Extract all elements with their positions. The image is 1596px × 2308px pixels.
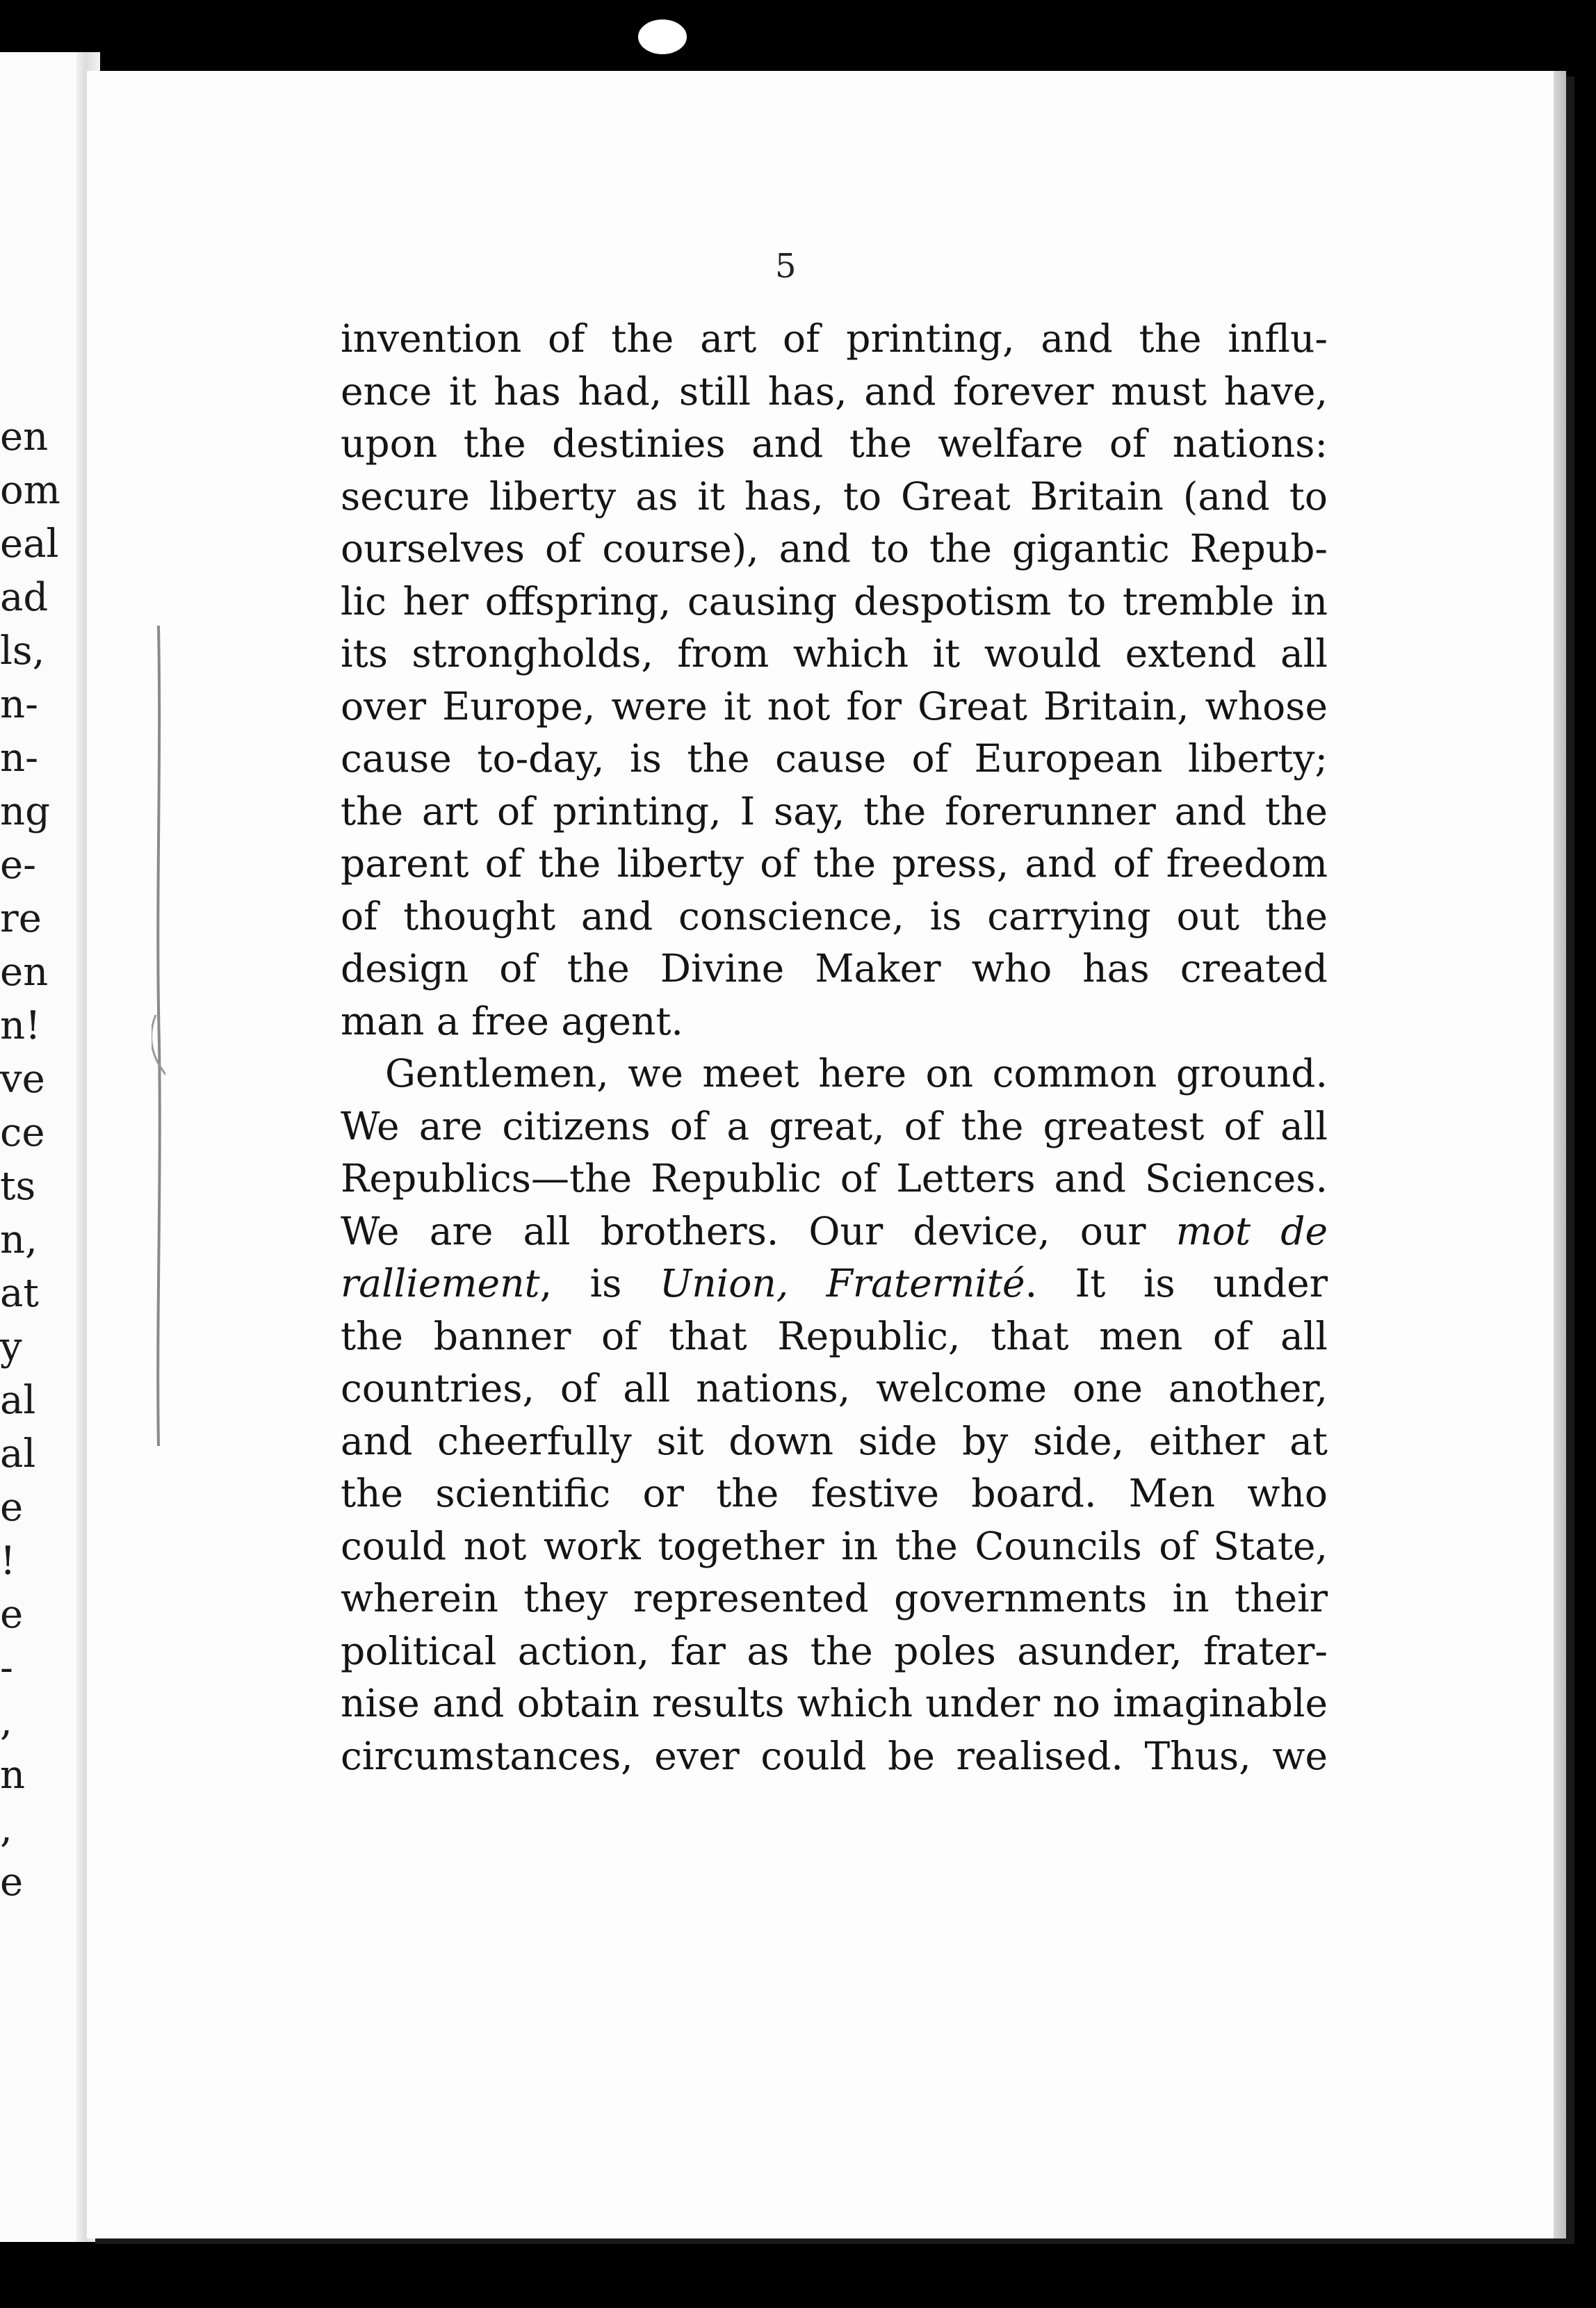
text-line [341, 313, 1328, 366]
facing-page-fragment-line: en [0, 414, 49, 460]
facing-page-fragment-line: , [0, 1806, 13, 1851]
page-number: 5 [775, 247, 797, 286]
text-segment: the banner of that Republic, that men of all [341, 1313, 1328, 1358]
text-segment: its strongholds, from which it would extend all [341, 631, 1328, 676]
italic-text: Union, Fraternité [659, 1261, 1025, 1306]
text-segment: Gentlemen, we meet here on common ground. [385, 1051, 1328, 1096]
text-line [341, 1677, 1328, 1730]
facing-page-fragment [0, 52, 82, 2242]
text-segment: could not work together in the Councils of State, [341, 1523, 1328, 1568]
text-line [341, 786, 1328, 838]
facing-page-fragment-line: e [0, 1485, 24, 1530]
facing-page-fragment-line: e [0, 1592, 24, 1637]
text-line [341, 1363, 1328, 1415]
italic-text: mot de [1175, 1208, 1328, 1253]
text-segment: circumstances, ever could be realised. Thus, we [341, 1733, 1328, 1778]
text-segment: and cheerfully sit down side by side, either at [341, 1418, 1328, 1463]
facing-page-fragment-line: ad [0, 575, 49, 620]
facing-page-fragment-line: ce [0, 1110, 45, 1155]
facing-page-fragment-line: - [0, 1645, 13, 1691]
text-segment: ourselves of course), and to the gigantic Repub- [341, 526, 1328, 571]
facing-page-fragment-line: al [0, 1431, 36, 1477]
facing-page-text [0, 410, 82, 1909]
text-segment: upon the destinies and the welfare of nations: [341, 421, 1328, 466]
text-line [341, 1258, 1328, 1310]
facing-page-fragment-line: n [0, 1753, 26, 1798]
text-segment: political action, far as the poles asunder, frater- [341, 1628, 1328, 1673]
facing-page-fragment-line: ls, [0, 628, 45, 674]
text-segment: Republics—the Republic of Letters and Sciences. [341, 1156, 1328, 1201]
facing-page-fragment-line: om [0, 468, 60, 513]
binding-thread-icon [152, 626, 165, 1446]
text-line [341, 1625, 1328, 1678]
text-line [341, 1468, 1328, 1520]
text-segment: We are all brothers. Our device, our [341, 1208, 1176, 1253]
facing-page-fragment-line: y [0, 1324, 22, 1370]
text-line [341, 576, 1328, 628]
facing-page-fragment-line: re [0, 896, 42, 941]
facing-page-fragment-line: e [0, 1860, 24, 1905]
facing-page-fragment-line: al [0, 1378, 36, 1423]
text-line [341, 628, 1328, 681]
text-segment: lic her offspring, causing despotism to tremble in [341, 578, 1328, 624]
text-segment: design of the Divine Maker who has created [341, 946, 1328, 991]
facing-page-fragment-line: n! [0, 1003, 41, 1048]
text-line [341, 523, 1328, 576]
text-segment: invention of the art of printing, and the influ- [341, 316, 1328, 361]
body-text [341, 313, 1328, 1782]
text-segment: nise and obtain results which under no imaginable [341, 1681, 1328, 1725]
text-segment: , is [539, 1261, 660, 1306]
text-line [341, 995, 1328, 1048]
facing-page-fragment-line: n- [0, 736, 38, 781]
text-segment: ence it has had, still has, and forever must have, [341, 368, 1328, 414]
text-line [341, 1048, 1328, 1100]
text-line [341, 366, 1328, 418]
facing-page-fragment-line: ! [0, 1538, 16, 1584]
text-segment: man a free agent. [341, 998, 683, 1043]
text-line [341, 418, 1328, 471]
text-line [341, 681, 1328, 733]
facing-page-fragment-line: n- [0, 682, 38, 727]
text-segment: the scientific or the festive board. Men who [341, 1471, 1328, 1515]
paper-speck [638, 19, 687, 54]
text-line [341, 1310, 1328, 1363]
text-segment: We are citizens of a great, of the greatest of all [341, 1103, 1328, 1148]
text-line [341, 943, 1328, 995]
facing-page-fragment-line: at [0, 1271, 39, 1316]
text-line [341, 1415, 1328, 1468]
facing-page-fragment-line: n, [0, 1217, 38, 1262]
text-segment: parent of the liberty of the press, and of freedom [341, 841, 1328, 886]
facing-page-fragment-line: ng [0, 789, 50, 834]
text-line [341, 733, 1328, 786]
text-line [341, 1205, 1328, 1258]
facing-page-fragment-line: e- [0, 843, 37, 888]
text-segment: . It is under [1025, 1261, 1328, 1306]
facing-page-fragment-line: en [0, 950, 49, 995]
text-segment: of thought and conscience, is carrying out the [341, 893, 1328, 938]
text-line [341, 1100, 1328, 1153]
italic-text: ralliement [341, 1261, 540, 1306]
text-line [341, 1153, 1328, 1205]
text-segment: wherein they represented governments in their [341, 1576, 1328, 1620]
text-line [341, 471, 1328, 523]
text-segment: cause to-day, is the cause of European liberty; [341, 736, 1328, 781]
text-line [341, 838, 1328, 891]
text-line [341, 1730, 1328, 1783]
facing-page-fragment-line: , [0, 1699, 13, 1744]
facing-page-fragment-line: ts [0, 1164, 36, 1209]
text-segment: the art of printing, I say, the forerunner and the [341, 788, 1328, 834]
text-segment: secure liberty as it has, to Great Britain (and to [341, 473, 1328, 519]
text-segment: countries, of all nations, welcome one another, [341, 1366, 1328, 1411]
facing-page-fragment-line: ve [0, 1057, 45, 1102]
facing-page-fragment-line: eal [0, 521, 59, 567]
text-line [341, 1572, 1328, 1625]
text-line [341, 891, 1328, 943]
page-edge [1554, 71, 1566, 2238]
text-line [341, 1520, 1328, 1573]
text-segment: over Europe, were it not for Great Britain, whose [341, 683, 1328, 729]
